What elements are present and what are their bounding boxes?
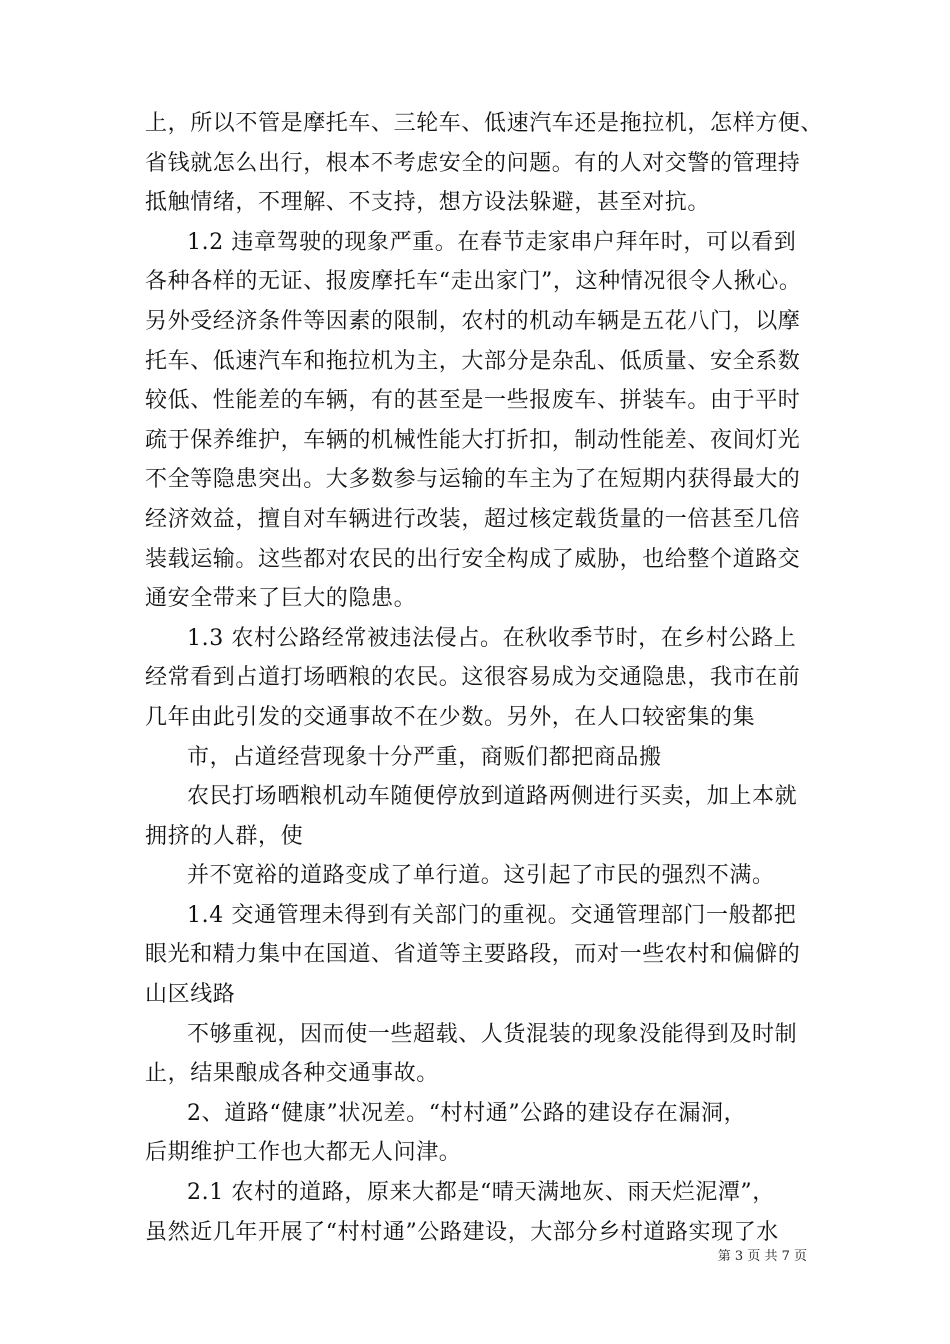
text-line: 托车、低速汽车和拖拉机为主，大部分是杂乱、低质量、安全系数 xyxy=(145,348,801,374)
text-line: 1.2 违章驾驶的现象严重。在春节走家串户拜年时，可以看到 xyxy=(187,229,797,255)
text-line: 止，结果酿成各种交通事故。 xyxy=(145,1061,439,1087)
text-line: 拥挤的人群，使 xyxy=(145,823,304,849)
text-line: 虽然近几年开展了“村村通”公路建设，大部分乡村道路实现了水 xyxy=(145,1219,779,1245)
document-body xyxy=(145,104,824,1252)
text-line: 装载运输。这些都对农民的出行安全构成了威胁，也给整个道路交 xyxy=(145,546,801,572)
text-line: 1.4 交通管理未得到有关部门的重视。交通管理部门一般都把 xyxy=(187,902,797,928)
text-line: 2.1 农村的道路，原来大都是“晴天满地灰、雨天烂泥潭”， xyxy=(187,1180,775,1206)
text-line: 抵触情绪，不理解、不支持，想方设法躲避，甚至对抗。 xyxy=(145,190,711,216)
text-line: 上，所以不管是摩托车、三轮车、低速汽车还是拖拉机，怎样方便、 xyxy=(145,111,824,136)
text-line: 通安全带来了巨大的隐患。 xyxy=(145,586,417,612)
text-line: 疏于保养维护，车辆的机械性能大打折扣，制动性能差、夜间灯光 xyxy=(145,427,801,453)
text-line: 并不宽裕的道路变成了单行道。这引起了市民的强烈不满。 xyxy=(187,863,775,889)
text-line: 2、道路“健康”状况差。“村村通”公路的建设存在漏洞， xyxy=(187,1100,747,1126)
text-line: 另外受经济条件等因素的限制，农村的机动车辆是五花八门，以摩 xyxy=(145,308,801,334)
page-number: 第 3 页 共 7 页 xyxy=(717,1249,807,1264)
text-line: 市，占道经营现象十分严重，商贩们都把商品搬 xyxy=(187,744,662,770)
text-line: 各种各样的无证、报废摩托车“走出家门”，这种情况很令人揪心。 xyxy=(145,269,802,295)
text-line: 山区线路 xyxy=(145,982,236,1008)
text-line: 经常看到占道打场晒粮的农民。这很容易成为交通隐患，我市在前 xyxy=(145,665,801,691)
text-line: 较低、性能差的车辆，有的甚至是一些报废车、拼装车。由于平时 xyxy=(145,388,801,414)
text-line: 1.3 农村公路经常被违法侵占。在秋收季节时，在乡村公路上 xyxy=(187,625,797,651)
text-line: 经济效益，擅自对车辆进行改装，超过核定载货量的一倍甚至几倍 xyxy=(145,506,801,532)
text-line: 几年由此引发的交通事故不在少数。另外，在人口较密集的集 xyxy=(145,704,756,730)
text-line: 后期维护工作也大都无人问津。 xyxy=(145,1140,462,1166)
text-line: 不够重视，因而使一些超载、人货混装的现象没能得到及时制 xyxy=(187,1021,798,1047)
text-line: 省钱就怎么出行，根本不考虑安全的问题。有的人对交警的管理持 xyxy=(145,150,801,176)
text-line: 眼光和精力集中在国道、省道等主要路段，而对一些农村和偏僻的 xyxy=(145,942,801,968)
text-line: 农民打场晒粮机动车随便停放到道路两侧进行买卖，加上本就 xyxy=(187,784,798,810)
text-line: 不全等隐患突出。大多数参与运输的车主为了在短期内获得最大的 xyxy=(145,467,801,493)
